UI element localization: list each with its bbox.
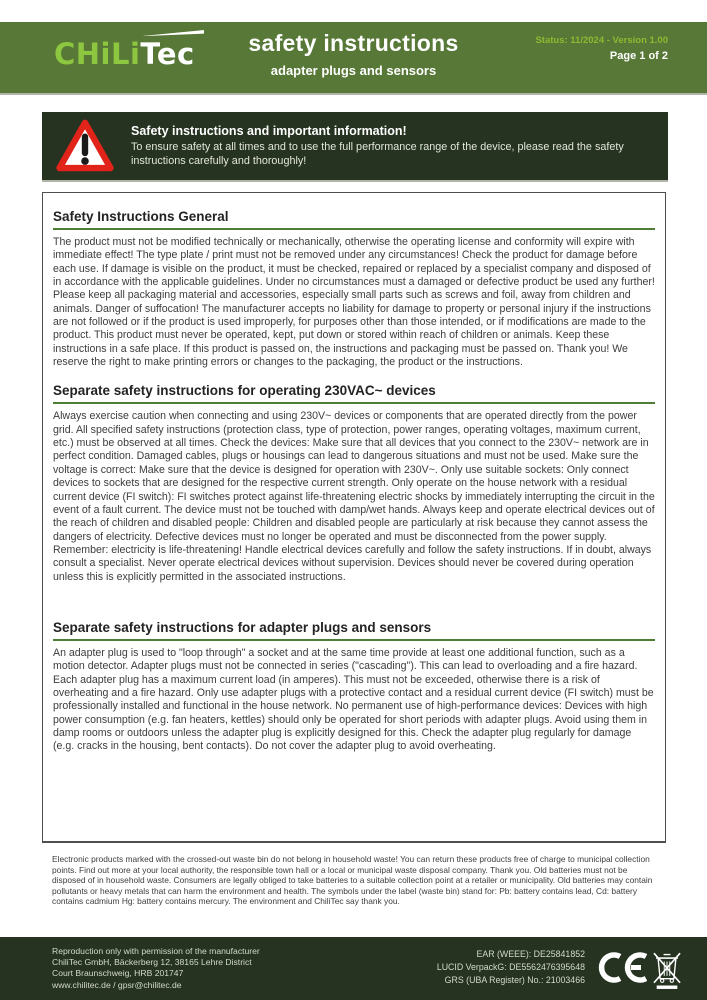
page-number-label: Page 1 of 2 bbox=[609, 50, 668, 62]
page-title: safety instructions bbox=[248, 30, 459, 56]
warning-body: To ensure safety at all times and to use the full performance range of the device, please read the safety instructions carefully and thoroughly! bbox=[131, 141, 624, 167]
section-body: Always exercise caution when connecting and using 230V~ devices or components that are operated directly from the power grid. All specified safety instructions (protection class, type of protection, power ranges, operating voltages, maximum current, etc.) must be observed at all times. Check the devices: Make sure that all devices that you connect to the 230V~ network are in perfect condition. Damaged cables, plugs or housings can lead to dangerous situations and must not be used. Make sure the voltage is correct: Make sure that the device is designed for operation with 230V~. Only use suitable sockets: Only connect devices to sockets that are designed for the respective current strength. Only operate on the house network with a residual current device (FI switch): FI switches protect against life-threatening electric shocks by immediately interrupting the circuit in the event of a fault current. The device must not be touched with damp/wet hands. Always keep and operate electrical devices out of the reach of children and disabled people: Children and disabled people are particularly at risk because they cannot assess the dangers of electricity. Defective devices must no longer be operated and must be disconnected from the power supply. Remember: electricity is life-threatening! Handle electrical devices carefully and follow the safety instructions. If in doubt, always consult a specialist. Never operate electrical devices without supervision. Devices should never be covered during operation unless this is explicitly permitted in the associated instructions. bbox=[53, 410, 655, 583]
warning-title: Safety instructions and important information! bbox=[131, 124, 407, 138]
footer-line-ear: EAR (WEEE): DE25841852 bbox=[476, 949, 585, 959]
section-body: The product must not be modified technically or mechanically, otherwise the operating license and conformity will expire with immediate effect! The type plate / print must not be removed under any circumstances! Check the product for damage before each use. If damage is visible on the product, it must be checked, repaired or replaced by a specialist company and disposed of in accordance with the applicable guidelines. Under no circumstances must a damaged or defective product be used any further! Please keep all packaging material and accessories, especially small parts such as screws and foil, away from children and animals. Danger of suffocation! The manufacturer accepts no liability for damage to property or personal injury if the instructions are not followed or if the product is used improperly, for purposes other than those intended, or if modifications are made to the product. This product must never be operated, kept, put down or stored within reach of children or animals. Keep these instructions in a safe place. If this product is passed on, the instructions and packaging must be passed on. Thank you! We reserve the right to make printing errors or changes to the packaging, the product or the instructions. bbox=[53, 236, 655, 369]
warning-text-block bbox=[131, 124, 636, 168]
section-heading: Safety Instructions General bbox=[53, 209, 229, 224]
footer-registration-block bbox=[437, 948, 585, 986]
footer-line-reproduction: Reproduction only with permission of the manufacturer bbox=[52, 946, 260, 956]
heading-underline bbox=[53, 639, 655, 641]
heading-underline bbox=[53, 228, 655, 230]
section-adapter-plugs bbox=[53, 620, 655, 754]
warning-triangle-icon bbox=[56, 119, 114, 173]
page-subtitle: adapter plugs and sensors bbox=[270, 63, 437, 78]
warning-banner bbox=[42, 112, 668, 180]
ce-mark-icon bbox=[597, 951, 647, 984]
footer-bar bbox=[0, 937, 707, 1000]
section-body: An adapter plug is used to "loop through" a socket and at the same time provide at least one additional function, such as a motion detector. Adapter plugs must not be connected in series ("cascading"). This can lead to overloading and a fire hazard. Each adapter plug has a maximum current load (in amperes). This must not be exceeded, otherwise there is a risk of overheating and a fire hazard. Only use adapter plugs with a protective contact and a residual current device (FI switch) must be professionally installed and functional in the house network. No permanent use of high-performance devices: Devices with high power consumption (e.g. fan heaters, kettles) should only be operated for short periods with adapter plugs. Avoid using them in damp rooms or outdoors unless the adapter plug is explicitly designed for this. Check the adapter plug regularly for damage (e.g. cracks in the housing, bent contacts). Do not cover the adapter plug to avoid overheating. bbox=[53, 646, 654, 753]
footer-line-lucid: LUCID VerpackG: DE5562476395648 bbox=[436, 961, 585, 972]
status-version-label: Status: 11/2024 - Version 1.00 bbox=[535, 35, 668, 46]
crossed-out-waste-bin-icon bbox=[650, 947, 684, 991]
heading-underline bbox=[53, 402, 655, 404]
logo-text-tec-label: Tec bbox=[140, 37, 195, 71]
section-heading: Separate safety instructions for adapter plugs and sensors bbox=[53, 619, 432, 635]
safety-content-box bbox=[42, 192, 666, 843]
disposal-note: Electronic products marked with the crossed-out waste bin do not belong in household waste! You can return these products free of charge to municipal collection points. Find out more at your local authority, the responsible town hall or a local or municipal waste disposal company. Thank you. Old batteries must not be disposed of in household waste. Consumers are legally obliged to take batteries to a suitable collection point at a retailer or municipality. Old batteries may contain pollutants or heavy metals that can harm the environment and health. The symbols under the label (waste bin) stand for: Pb: battery contains lead, Cd: battery contains cadmium Hg: battery contains mercury. The environment and ChiliTec say thank you. bbox=[52, 854, 653, 907]
section-general bbox=[53, 209, 655, 369]
footer-line-grs: GRS (UBA Register) No.: 21003466 bbox=[444, 974, 585, 985]
header-bar bbox=[0, 22, 707, 93]
footer-company-block bbox=[52, 946, 260, 991]
footer-line-company: ChiliTec GmbH, Bäckerberg 12, 38165 Lehre District bbox=[52, 957, 252, 968]
section-heading: Separate safety instructions for operating 230VAC~ devices bbox=[53, 383, 436, 399]
header-title-block bbox=[160, 22, 547, 78]
footer-line-court: Court Braunschweig, HRB 201747 bbox=[52, 968, 184, 979]
header-meta-block bbox=[535, 35, 668, 62]
footer-line-contact: www.chilitec.de / gpsr@chilitec.de bbox=[52, 979, 182, 990]
logo-text-chili: CHiLi bbox=[54, 37, 141, 71]
section-230vac bbox=[53, 383, 655, 583]
